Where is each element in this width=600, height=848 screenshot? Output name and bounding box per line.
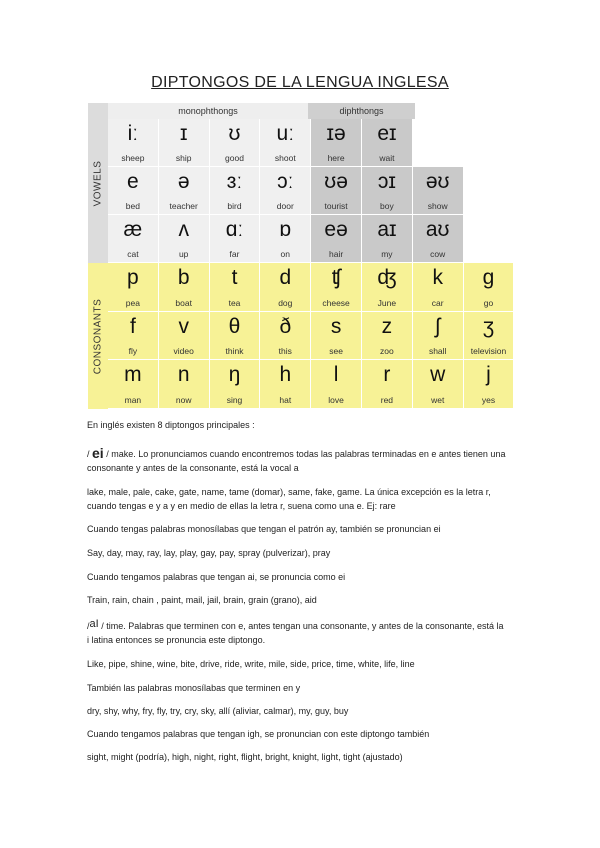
ei-symbol: ei (92, 445, 104, 461)
page-title: DIPTONGOS DE LA LENGUA INGLESA (151, 74, 449, 91)
example-word: wait (379, 153, 395, 163)
example-word: man (124, 395, 142, 406)
phoneme-symbol: θ (228, 314, 241, 338)
consonants-label: CONSONANTS (88, 263, 108, 409)
phoneme-symbol: ɑː (225, 218, 244, 241)
example-word: this (278, 346, 292, 357)
phoneme-cell (159, 360, 210, 409)
example-word: think (225, 346, 244, 357)
phoneme-symbol: z (381, 314, 393, 338)
phoneme-symbol: l (333, 363, 339, 387)
example-word: pea (125, 297, 140, 308)
phoneme-cell (362, 360, 413, 409)
example-word: my (381, 249, 393, 259)
example-word: good (225, 153, 244, 163)
phoneme-cell (210, 360, 261, 409)
phoneme-cell (260, 312, 311, 361)
example-word: go (483, 297, 494, 308)
phoneme-symbol: ʃ (435, 314, 441, 338)
phoneme-symbol: aɪ (377, 218, 397, 241)
example-word: up (178, 249, 189, 259)
example-word: hair (328, 249, 344, 259)
phoneme-cell (311, 119, 362, 167)
phoneme-cell (108, 119, 159, 167)
example-word: sing (226, 395, 243, 406)
phoneme-cell (260, 360, 311, 409)
example-word: far (229, 249, 240, 259)
phoneme-symbol: ʧ (331, 266, 341, 289)
example-word: teacher (169, 201, 198, 211)
paragraph: Cuando tengamos palabras que tengan ai, se pronuncia como ei (87, 572, 346, 582)
phoneme-cell (159, 215, 210, 263)
phoneme-cell (464, 360, 515, 409)
example-word: wet (431, 395, 445, 406)
phoneme-cell (260, 167, 311, 215)
phoneme-symbol: iː (127, 122, 139, 145)
phoneme-symbol: k (432, 266, 443, 289)
intro-text: En inglés existen 8 diptongos principales : (87, 420, 255, 430)
phoneme-symbol: ə (177, 170, 190, 193)
phoneme-cell (464, 119, 515, 167)
phoneme-cell (260, 263, 311, 312)
phoneme-symbol: ɪ (179, 122, 188, 145)
paragraph: Train, rain, chain , paint, mail, jail, brain, grain (grano), aid (87, 595, 317, 605)
phoneme-symbol: ɪə (326, 122, 346, 145)
example-word: bird (227, 201, 242, 211)
example-word: now (175, 395, 192, 406)
phoneme-symbol: ð (279, 314, 292, 338)
phoneme-cell (311, 215, 362, 263)
phoneme-symbol: f (129, 314, 136, 338)
phoneme-symbol: e (127, 170, 139, 193)
example-word: tourist (324, 201, 348, 211)
phoneme-cell (260, 119, 311, 167)
phonemic-chart (88, 103, 515, 409)
diphthongs-header: diphthongs (308, 103, 415, 119)
phoneme-cell (210, 119, 261, 167)
phoneme-symbol: ɜː (226, 170, 243, 193)
phoneme-symbol: ɔː (277, 170, 294, 193)
phoneme-cell (413, 167, 464, 215)
phoneme-symbol: d (279, 266, 292, 289)
phoneme-cell (464, 167, 515, 215)
phoneme-symbol: ɒ (279, 218, 292, 241)
example-word: red (380, 395, 394, 406)
phoneme-cell (210, 312, 261, 361)
phoneme-symbol: j (486, 363, 491, 387)
phoneme-symbol: t (231, 266, 238, 289)
phoneme-symbol: æ (123, 218, 143, 241)
phoneme-cell (311, 263, 362, 312)
phoneme-cell (362, 312, 413, 361)
phoneme-symbol: ʒ (482, 314, 495, 338)
vowels-label: VOWELS (88, 103, 108, 263)
phoneme-symbol: h (279, 363, 292, 387)
example-word: see (329, 346, 343, 357)
example-word: yes (481, 395, 496, 406)
phoneme-cell (362, 119, 413, 167)
phoneme-symbol: r (383, 363, 391, 387)
phoneme-cell (464, 215, 515, 263)
example-word: hat (279, 395, 292, 406)
phoneme-symbol: m (124, 363, 142, 387)
example-word: sheep (121, 153, 145, 163)
phoneme-symbol: aʊ (425, 218, 450, 241)
phoneme-symbol: ŋ (228, 363, 241, 387)
phoneme-cell (108, 263, 159, 312)
example-word: shoot (274, 153, 296, 163)
phoneme-symbol: b (177, 266, 190, 289)
phoneme-cell (413, 119, 464, 167)
paragraph: Like, pipe, shine, wine, bite, drive, ride, write, mile, side, price, time, white, life, line (87, 659, 415, 669)
example-word: ship (175, 153, 192, 163)
phoneme-symbol: ʊ (228, 122, 241, 145)
phoneme-cell (362, 263, 413, 312)
phoneme-cell (413, 263, 464, 312)
paragraph: Say, day, may, ray, lay, play, gay, pay, spray (pulverizar), pray (87, 548, 331, 558)
phoneme-cell (159, 167, 210, 215)
phoneme-symbol: p (127, 266, 139, 289)
phoneme-symbol: ʌ (178, 218, 189, 241)
example-word: June (377, 297, 397, 308)
ai-paragraph: /aI / time. Palabras que terminen con e, antes tengan una consonante, y antes de la consonante, está la i latina entonces se pronuncia este diptongo. (87, 618, 504, 645)
paragraph: Cuando tengas palabras monosílabas que tengan el patrón ay, también se pronuncian ei (87, 524, 441, 534)
phoneme-symbol: ʤ (377, 266, 397, 289)
phoneme-cell (413, 360, 464, 409)
phoneme-cell (159, 312, 210, 361)
phoneme-symbol: ɔɪ (377, 170, 396, 193)
example-word: zoo (380, 346, 394, 357)
phoneme-cell (210, 263, 261, 312)
phoneme-cell (464, 312, 515, 361)
example-word: shall (428, 346, 447, 357)
phoneme-symbol: əʊ (425, 170, 450, 193)
phoneme-symbol: s (330, 314, 342, 338)
example-word: here (327, 153, 345, 163)
phoneme-symbol: eɪ (377, 122, 397, 145)
example-word: boy (380, 201, 394, 211)
paragraph: sight, might (podría), high, night, right, flight, bright, knight, light, tight (ajustado) (87, 752, 403, 762)
ei-paragraph: / ei / make. Lo pronunciamos cuando encontremos todas las palabras terminadas en e antes tienen una consonante y antes de la consonante, está la vocal a (87, 445, 506, 473)
phoneme-cell (108, 360, 159, 409)
phoneme-cell (108, 215, 159, 263)
phoneme-cell (311, 312, 362, 361)
example-word: cat (127, 249, 139, 259)
example-word: love (328, 395, 344, 406)
example-word: fly (128, 346, 138, 357)
phoneme-cell (311, 360, 362, 409)
phoneme-cell (260, 215, 311, 263)
phoneme-cell (210, 215, 261, 263)
example-word: boat (175, 297, 192, 308)
phoneme-symbol: n (177, 363, 190, 387)
phoneme-cell (159, 263, 210, 312)
example-word: on (280, 249, 291, 259)
phoneme-cell (413, 215, 464, 263)
phoneme-symbol: v (178, 314, 189, 338)
example-word: television (470, 346, 507, 357)
phoneme-cell (311, 167, 362, 215)
phoneme-cell (210, 167, 261, 215)
phoneme-cell (159, 119, 210, 167)
paragraph: dry, shy, why, fry, fly, try, cry, sky, allí (aliviar, calmar), my, guy, buy (87, 706, 349, 716)
paragraph: lake, male, pale, cake, gate, name, tame (domar), same, fake, game. La única excepción es la letra r, cuando tengas e y a y en medio de ellas la letra r, suena como una e. Ej: rare (87, 487, 491, 511)
example-word: dog (278, 297, 293, 308)
phoneme-symbol: ʊə (324, 170, 348, 193)
paragraph: También las palabras monosílabas que terminen en y (87, 683, 301, 693)
monophthongs-header: monophthongs (108, 103, 308, 119)
example-word: door (276, 201, 294, 211)
phoneme-cell (108, 312, 159, 361)
phoneme-symbol: g (482, 266, 495, 289)
phoneme-symbol: uː (276, 122, 295, 145)
phoneme-cell (362, 167, 413, 215)
example-word: bed (125, 201, 140, 211)
phoneme-cell (362, 215, 413, 263)
phoneme-symbol: eə (324, 218, 348, 241)
phoneme-symbol: w (430, 363, 446, 387)
example-word: cow (430, 249, 446, 259)
phoneme-cell (108, 167, 159, 215)
example-word: car (431, 297, 444, 308)
paragraph: Cuando tengamos palabras que tengan igh, se pronuncian con este diptongo también (87, 729, 430, 739)
example-word: cheese (322, 297, 350, 308)
example-word: tea (228, 297, 241, 308)
phoneme-cell (413, 312, 464, 361)
ai-symbol: aI (89, 618, 99, 630)
example-word: video (173, 346, 194, 357)
example-word: show (427, 201, 448, 211)
phoneme-cell (464, 263, 515, 312)
